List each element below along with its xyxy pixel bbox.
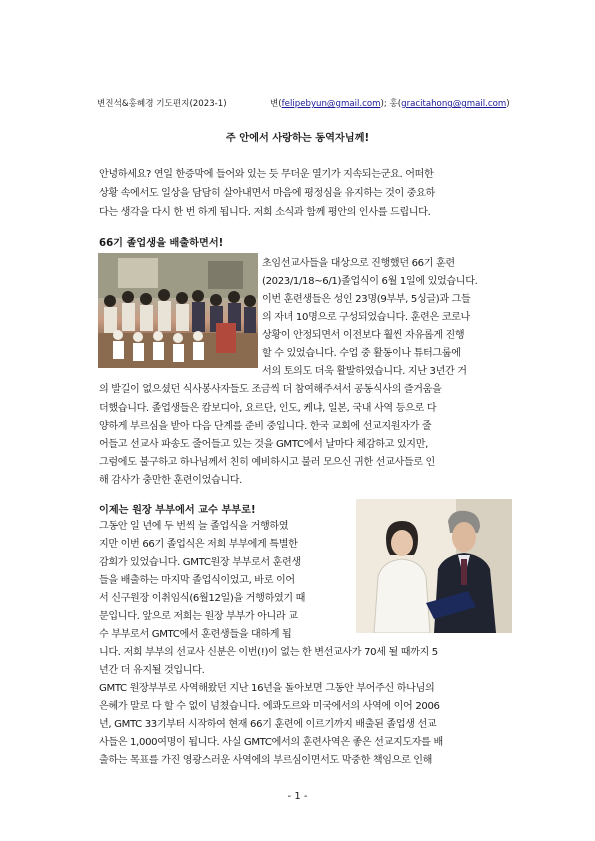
section1-line: 더했습니다. 졸업생들은 캄보디아, 요르단, 인도, 케냐, 일본, 국내 사역 등으로 다 [99,403,437,414]
page-header [97,97,517,109]
section2-line: 출하는 목표를 가진 영광스러운 사역에의 부르심이면서도 막중한 책임으로 인해 [99,755,433,766]
letter-title: 주 안에서 사랑하는 동역자님께! [225,133,370,144]
section-heading-graduation: 66기 졸업생을 배출하면서! [99,238,224,249]
header-emails: 변(felipebyun@gmail.com); 홍(gracitahong@gmail.com) [270,99,510,109]
section1-line: 의 자녀 10명으로 구성되었습니다. 훈련은 코로나 [262,312,470,323]
intro-line: 상황 속에서도 일상을 담담히 살아내면서 마음에 평정심을 유지하는 것이 중요하 [99,188,435,199]
section2-line: GMTC 원장부부로 사역해왔던 지난 16년을 돌아보면 그동안 부어주신 하나님의 [99,683,435,694]
ceremony-photo [356,499,512,633]
section2-line: 들을 배출하는 마지막 졸업식이었고, 바로 이어 [99,575,295,586]
section1-line: 그럼에도 불구하고 하나님께서 친히 예비하시고 불러 모으신 귀한 선교사들로 인 [99,457,435,468]
byun-email-link[interactable]: felipebyun@gmail.com [281,99,381,109]
section2-line: 그동안 일 년에 두 번씩 늘 졸업식을 거행하였 [99,521,289,532]
section1-line: 초임선교사들을 대상으로 진행했던 66기 훈련 [262,258,455,269]
section1-line: 양하게 부르심을 받아 다음 단계를 준비 중입니다. 한국 교회에 선교지원자가 줄 [99,421,432,432]
section2-line: 서 신구원장 이취임식(6월12일)을 거행하였기 때 [99,593,306,604]
section-heading-transition: 이제는 원장 부부에서 교수 부부로! [99,505,256,516]
section2-line: 년, GMTC 33기부터 시작하여 현재 66기 훈련에 이르기까지 배출된 졸업생 선교 [99,719,437,730]
graduation-photo-image [98,253,258,368]
section2-line: 감회가 있었습니다. GMTC원장 부부로서 훈련생 [99,557,301,568]
section2-line: 년간 더 유지될 것입니다. [99,665,205,676]
graduation-photo [98,253,258,368]
intro-line: 다는 생각을 다시 한 번 하게 됩니다. 저희 소식과 함께 평안의 인사를 드립니다. [99,207,431,218]
section1-line: 할 수 있었습니다. 수업 중 활동이나 튜터그룹에 [262,348,461,359]
section2-line: 니다. 저희 부부의 선교사 신분은 이번(!)이 없는 한 변선교사가 70세 될 때까지 5 [99,647,438,658]
section2-line: 사들은 1,000여명이 됩니다. 사실 GMTC에서의 훈련사역은 좋은 선교지도자를 배 [99,737,443,748]
section1-line: (2023/1/18~6/1)졸업식이 6월 1일에 있었습니다. [262,276,478,287]
section1-line: 이번 훈련생들은 성인 23명(9부부, 5싱글)과 그들 [262,294,471,305]
section1-line: 상황이 안정되면서 이전보다 훨씬 자유롭게 진행 [262,330,465,341]
header-left: 변진석&홍혜경 기도편지(2023-1) [97,99,227,109]
section1-line: 의 발길이 없으셨던 식사봉사자들도 조금씩 더 참여해주셔서 공동식사의 즐거움을 [99,384,442,395]
section1-line: 어들고 선교사 파송도 줄어들고 있는 것을 GMTC에서 날마다 체감하고 있지만, [99,439,428,450]
page-number: - 1 - [287,791,308,802]
section1-line: 해 감사가 충만한 훈련이었습니다. [99,475,243,486]
section1-line: 서의 토의도 더욱 활발하였습니다. 지난 3년간 거 [262,366,467,377]
hong-email-link[interactable]: gracitahong@gmail.com [401,99,507,109]
section2-line: 지만 이번 66기 졸업식은 저희 부부에게 특별한 [99,539,298,550]
section2-line: 은혜가 말로 다 할 수 없이 넘쳤습니다. 에콰도르와 미국에서의 사역에 이어 2006 [99,701,440,712]
intro-line: 안녕하세요? 연일 한증막에 들어와 있는 듯 무더운 열기가 지속되는군요. 어떠한 [99,169,434,180]
section2-line: 문입니다. 앞으로 저희는 원장 부부가 아니라 교 [99,611,298,622]
section2-line: 수 부부로서 GMTC에서 훈련생들을 대하게 됩 [99,629,292,640]
ceremony-photo-image [356,499,512,633]
